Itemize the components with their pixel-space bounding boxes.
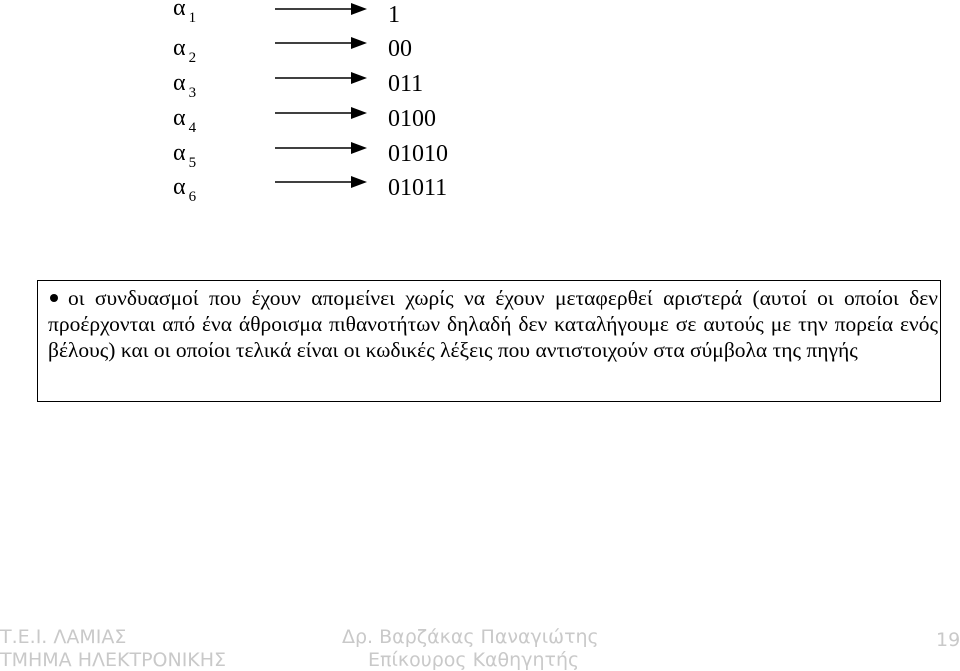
- symbol-label: [173, 70, 197, 101]
- symbol-letter: α: [173, 35, 186, 61]
- page-number: 19: [936, 629, 960, 651]
- footer-department: ΤΜΗΜΑ ΗΛΕΚΤΡΟΝΙΚΗΣ: [0, 649, 227, 671]
- codeword-row-6: [0, 173, 960, 209]
- footer-author: Δρ. Βαρζάκας Παναγιώτης: [342, 626, 599, 648]
- codeword-row-5: [0, 139, 960, 175]
- codeword: 01010: [388, 141, 448, 167]
- codeword-row-2: [0, 34, 960, 70]
- right-arrow-icon: [275, 71, 367, 85]
- explanation-text: οι συνδυασμοί που έχουν απομείνει χωρίς να έχουν μεταφερθεί αριστερά (αυτοί οι οποίοι δεν προέρχονται από ένα άθροισμα πιθανοτήτων δηλαδή δεν καταλήγουμε σε αυτούς με την πορεία ενός βέλους) και οι οποίοι τελικά είναι οι κωδικές λέξεις που αντιστοιχούν στα σύμβολα της πηγής: [48, 286, 938, 362]
- right-arrow-icon: [275, 106, 367, 120]
- footer-institution: Τ.Ε.Ι. ΛΑΜΙΑΣ: [0, 626, 127, 648]
- symbol-letter: α: [173, 0, 186, 21]
- symbol-index: 5: [188, 155, 197, 171]
- codeword: 0100: [388, 106, 436, 132]
- footer-author-title: Επίκουρος Καθηγητής: [368, 649, 580, 671]
- right-arrow-icon: [275, 175, 367, 189]
- right-arrow-icon: [275, 2, 367, 16]
- symbol-letter: α: [173, 174, 186, 200]
- symbol-index: 4: [188, 120, 197, 136]
- codeword: 011: [388, 71, 424, 97]
- symbol-index: 2: [188, 50, 197, 66]
- codeword: 00: [388, 36, 412, 62]
- symbol-letter: α: [173, 70, 186, 96]
- symbol-label: [173, 140, 197, 171]
- symbol-index: 1: [188, 10, 197, 26]
- symbol-label: [173, 35, 197, 66]
- right-arrow-icon: [275, 141, 367, 155]
- symbol-letter: α: [173, 105, 186, 131]
- symbol-label: [173, 0, 197, 26]
- symbol-index: 6: [188, 189, 197, 205]
- right-arrow-icon: [275, 36, 367, 50]
- symbol-index: 3: [188, 85, 197, 101]
- explanation-box: [37, 280, 941, 402]
- symbol-label: [173, 174, 197, 205]
- codeword-row-3: [0, 69, 960, 105]
- codeword: 1: [388, 2, 400, 28]
- codeword-row-4: [0, 104, 960, 140]
- codeword-row-1: [0, 0, 960, 36]
- symbol-letter: α: [173, 140, 186, 166]
- codeword: 01011: [388, 175, 448, 201]
- symbol-label: [173, 105, 197, 136]
